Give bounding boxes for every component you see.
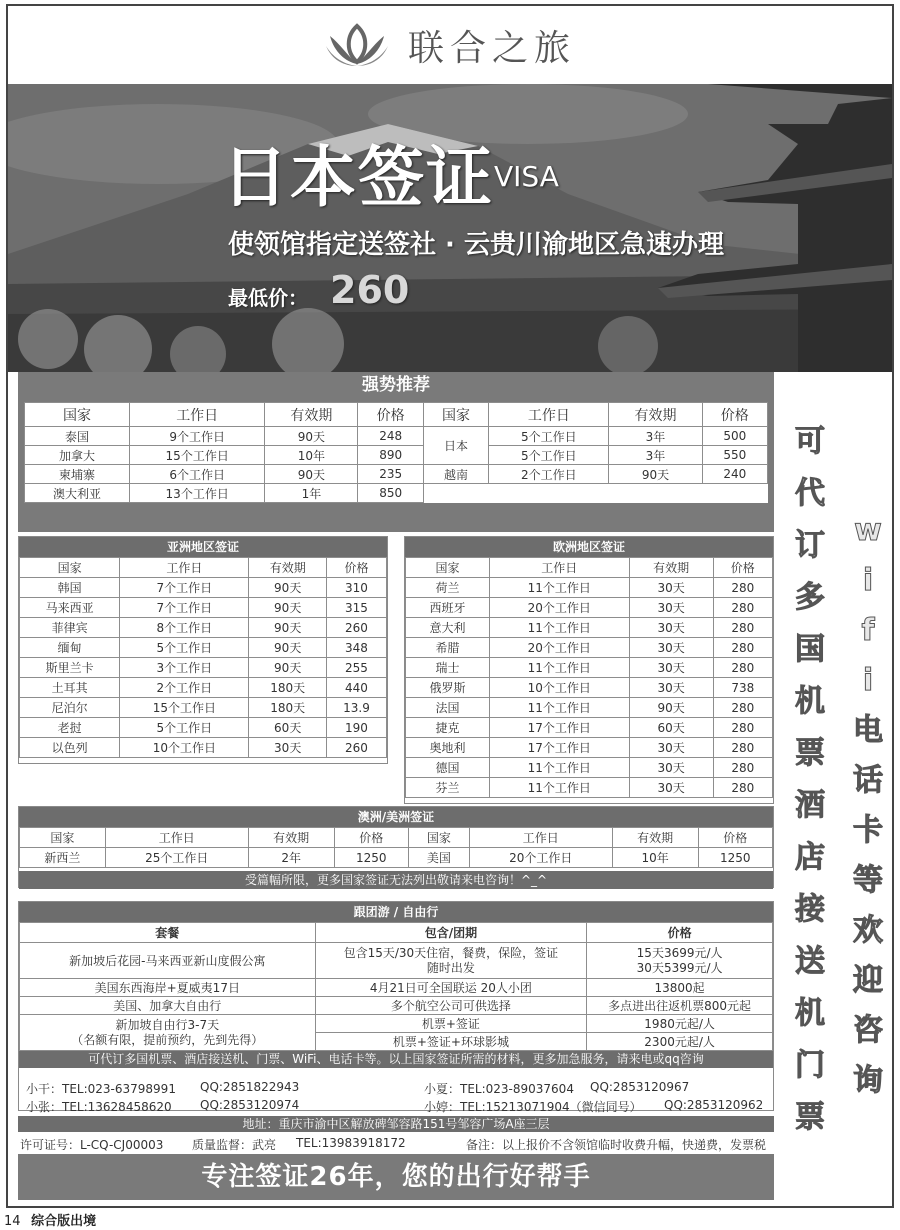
table-row [25, 446, 768, 465]
table-header: 价格 [326, 558, 386, 578]
table-cell: 尼泊尔 [20, 698, 120, 718]
table-cell: 3年 [609, 427, 702, 446]
table-cell: 13个工作日 [130, 484, 265, 503]
table-row [20, 698, 387, 718]
table-row [20, 618, 387, 638]
table-cell: 5个工作日 [120, 718, 249, 738]
table-cell: 11个工作日 [489, 578, 629, 598]
vertical-char: 票 [795, 1100, 825, 1135]
table-header: 价格 [713, 558, 772, 578]
table-header: 价格 [698, 828, 772, 848]
vertical-char: 等 [853, 863, 883, 898]
vertical-char: 电 [853, 713, 883, 748]
hero-banner [8, 84, 892, 372]
table-cell: 法国 [406, 698, 490, 718]
table-cell: 255 [326, 658, 386, 678]
table-row [25, 427, 768, 446]
table-cell: 15个工作日 [130, 446, 265, 465]
hero-title: 日本签证 [222, 139, 494, 216]
table-cell: 180天 [249, 698, 327, 718]
table-cell: 新西兰 [20, 848, 106, 868]
table-cell: 机票+签证+环球影城 [315, 1033, 587, 1051]
table-cell: 20个工作日 [469, 848, 612, 868]
license-line [18, 1134, 774, 1152]
table-cell: 500 [702, 427, 767, 446]
table-cell: 17个工作日 [489, 718, 629, 738]
cell-line: （名额有限，提前预约，先到先得） [71, 1032, 264, 1047]
table-cell: 738 [713, 678, 772, 698]
table-cell: 25个工作日 [105, 848, 248, 868]
table-cell: 加拿大 [25, 446, 130, 465]
contact-1: 小干：TEL:023-63798991 [26, 1082, 176, 1096]
table-cell: 马来西亚 [20, 598, 120, 618]
table-cell: 248 [358, 427, 423, 446]
table-cell: 280 [713, 778, 772, 798]
table-cell: 550 [702, 446, 767, 465]
table-row [25, 484, 768, 503]
table-header: 有效期 [612, 828, 698, 848]
table-cell: 韩国 [20, 578, 120, 598]
asia-title: 亚洲地区签证 [19, 537, 387, 557]
table-cell: 荷兰 [406, 578, 490, 598]
table-cell: 6个工作日 [130, 465, 265, 484]
table-header: 工作日 [130, 403, 265, 427]
table-cell: 9个工作日 [130, 427, 265, 446]
table-row [20, 638, 387, 658]
lotus-logo-icon [324, 22, 390, 68]
table-cell: 90天 [249, 598, 327, 618]
table-cell: 90天 [629, 698, 713, 718]
table-row [20, 678, 387, 698]
table-header: 工作日 [469, 828, 612, 848]
vertical-char: 店 [795, 840, 825, 875]
contact-4-qq: QQ:2853120962 [664, 1098, 764, 1112]
table-cell: 280 [713, 598, 772, 618]
vertical-char: 卡 [853, 813, 883, 848]
vertical-char: 可 [795, 424, 825, 459]
vertical-char: f [861, 613, 875, 648]
table-cell: 德国 [406, 758, 490, 778]
vertical-char: 门 [795, 1048, 825, 1083]
vertical-char: 多 [795, 580, 825, 615]
oceania-america-section [18, 806, 774, 888]
table-cell: 越南 [423, 465, 488, 484]
table-cell: 235 [358, 465, 423, 484]
table-cell: 260 [326, 618, 386, 638]
empty-cell [423, 484, 488, 503]
vertical-char: 机 [795, 996, 825, 1031]
table-header: 有效期 [249, 558, 327, 578]
table-header: 国家 [20, 828, 106, 848]
table-cell: 奥地利 [406, 738, 490, 758]
table-cell: 280 [713, 658, 772, 678]
table-row [20, 738, 387, 758]
table-cell: 11个工作日 [489, 698, 629, 718]
brand-name: 联合之旅 [407, 27, 576, 69]
table-cell: 90天 [249, 618, 327, 638]
contact-3-qq: QQ:2853120974 [200, 1098, 300, 1112]
table-cell: 310 [326, 578, 386, 598]
table-cell: 30天 [629, 758, 713, 778]
vertical-char: 迎 [853, 963, 883, 998]
table-cell: 老挝 [20, 718, 120, 738]
table-row [406, 758, 773, 778]
table-cell: 30天 [629, 658, 713, 678]
table-cell: 多个航空公司可供选择 [315, 997, 587, 1015]
table-cell: 30天 [629, 638, 713, 658]
table-cell: 10个工作日 [489, 678, 629, 698]
table-cell: 20个工作日 [489, 598, 629, 618]
table-cell: 缅甸 [20, 638, 120, 658]
table-cell: 348 [326, 638, 386, 658]
table-cell: 澳大利亚 [25, 484, 130, 503]
vertical-char: 机 [795, 684, 825, 719]
table-cell: 10年 [612, 848, 698, 868]
table-header: 工作日 [120, 558, 249, 578]
quality-supervisor: 质量监督：武亮 [192, 1138, 277, 1152]
table-row [20, 578, 387, 598]
table-row [20, 1015, 773, 1033]
contact-3: 小张：TEL:13628458620 [26, 1100, 172, 1114]
table-cell: 俄罗斯 [406, 678, 490, 698]
table-cell: 日本 [423, 427, 488, 465]
slogan-banner: 专注签证26年，您的出行好帮手 [18, 1154, 774, 1200]
table-row [20, 658, 387, 678]
table-cell: 440 [326, 678, 386, 698]
table-header: 价格 [358, 403, 423, 427]
table-cell: 5个工作日 [489, 427, 609, 446]
asia-table [19, 557, 387, 758]
contact-2-qq: QQ:2853120967 [590, 1080, 690, 1094]
europe-title: 欧洲地区签证 [405, 537, 773, 557]
table-cell: 7个工作日 [120, 598, 249, 618]
contact-2: 小夏：TEL:023-89037604 [424, 1082, 574, 1096]
table-row [406, 578, 773, 598]
table-cell [20, 1015, 316, 1051]
vertical-char: 送 [795, 944, 825, 979]
vertical-char: 咨 [853, 1013, 883, 1048]
table-cell: 西班牙 [406, 598, 490, 618]
vertical-char: 订 [795, 528, 825, 563]
featured-section [18, 372, 774, 532]
table-cell: 3年 [609, 446, 702, 465]
table-cell: 2个工作日 [120, 678, 249, 698]
table-cell: 11个工作日 [489, 778, 629, 798]
vertical-char: 国 [795, 632, 825, 667]
empty-cell [609, 484, 702, 503]
table-cell: 2个工作日 [489, 465, 609, 484]
table-cell: 13.9 [326, 698, 386, 718]
table-cell: 3个工作日 [120, 658, 249, 678]
asia-visa-section [18, 536, 388, 764]
table-cell: 5个工作日 [120, 638, 249, 658]
table-cell: 90天 [249, 658, 327, 678]
table-cell: 850 [358, 484, 423, 503]
table-header: 有效期 [248, 828, 334, 848]
hero-price: 260 [330, 268, 410, 312]
table-cell: 260 [326, 738, 386, 758]
table-cell: 多点进出往返机票800元起 [587, 997, 773, 1015]
table-cell: 90天 [249, 578, 327, 598]
table-cell: 捷克 [406, 718, 490, 738]
cell-line: 30天5399元/人 [636, 960, 723, 975]
table-header: 价格 [334, 828, 408, 848]
empty-cell [702, 484, 767, 503]
table-header: 工作日 [105, 828, 248, 848]
table-cell: 1年 [265, 484, 358, 503]
table-cell: 30天 [629, 618, 713, 638]
table-cell: 美国东西海岸+夏威夷17日 [20, 979, 316, 997]
contact-4: 小婷：TEL:15213071904（微信同号） [424, 1100, 642, 1114]
table-cell: 新加坡后花园-马来西亚新山度假公寓 [20, 943, 316, 979]
table-cell: 美国 [409, 848, 470, 868]
table-cell: 190 [326, 718, 386, 738]
table-cell: 以色列 [20, 738, 120, 758]
table-cell: 1250 [334, 848, 408, 868]
table-header: 有效期 [629, 558, 713, 578]
section-name: 综合版出境 [31, 1214, 97, 1229]
table-cell: 2年 [248, 848, 334, 868]
table-cell [587, 943, 773, 979]
table-cell: 280 [713, 618, 772, 638]
vertical-char: i [862, 663, 874, 698]
table-cell: 90天 [265, 427, 358, 446]
vertical-char: i [862, 563, 874, 598]
table-cell: 280 [713, 758, 772, 778]
cell-line: 15天3699元/人 [636, 945, 723, 960]
table-cell: 280 [713, 718, 772, 738]
europe-table [405, 557, 773, 798]
table-cell: 机票+签证 [315, 1015, 587, 1033]
oceania-table [19, 827, 773, 868]
vertical-char: 接 [795, 892, 825, 927]
table-cell: 1250 [698, 848, 772, 868]
table-cell: 土耳其 [20, 678, 120, 698]
empty-cell [489, 484, 609, 503]
table-cell: 4月21日可全国联运 20人小团 [315, 979, 587, 997]
table-cell: 7个工作日 [120, 578, 249, 598]
vertical-char: 代 [795, 476, 825, 511]
table-header: 有效期 [265, 403, 358, 427]
table-cell: 10个工作日 [120, 738, 249, 758]
table-header: 工作日 [489, 558, 629, 578]
table-cell: 13800起 [587, 979, 773, 997]
table-cell: 90天 [265, 465, 358, 484]
table-row [406, 618, 773, 638]
table-header: 国家 [406, 558, 490, 578]
table-header: 价格 [702, 403, 767, 427]
table-header: 工作日 [489, 403, 609, 427]
table-row [406, 718, 773, 738]
table-cell: 60天 [249, 718, 327, 738]
table-header: 国家 [409, 828, 470, 848]
table-row [25, 465, 768, 484]
table-header: 国家 [25, 403, 130, 427]
contact-1-qq: QQ:2851822943 [200, 1080, 300, 1094]
table-cell: 斯里兰卡 [20, 658, 120, 678]
table-cell: 希腊 [406, 638, 490, 658]
vertical-char: 欢 [853, 913, 883, 948]
table-cell: 890 [358, 446, 423, 465]
table-cell: 11个工作日 [489, 658, 629, 678]
table-cell: 280 [713, 738, 772, 758]
vertical-char: 酒 [795, 788, 825, 823]
vertical-char: 询 [853, 1063, 883, 1098]
table-cell: 30天 [629, 598, 713, 618]
permit-number: 许可证号：L-CQ-CJ00003 [20, 1138, 164, 1152]
table-cell: 280 [713, 578, 772, 598]
table-row [20, 979, 773, 997]
hero-subtitle: 使领馆指定送签社 · 云贵川渝地区急速办理 [228, 230, 724, 260]
table-cell: 美国、加拿大自由行 [20, 997, 316, 1015]
tour-title: 跟团游 / 自由行 [19, 902, 773, 922]
table-header: 套餐 [20, 923, 316, 943]
address-bar: 地址：重庆市渝中区解放碑邹容路151号邹容广场A座三层 [18, 1116, 774, 1132]
more-countries-note: 受篇幅所限，更多国家签证无法列出敬请来电咨询！^_^ [19, 871, 773, 889]
brand-header [8, 6, 892, 84]
table-cell: 180天 [249, 678, 327, 698]
hero-visa-label: VISA [494, 160, 559, 193]
page-number: 14 [4, 1214, 21, 1229]
table-cell: 11个工作日 [489, 758, 629, 778]
europe-visa-section [404, 536, 774, 804]
table-cell: 1980元起/人 [587, 1015, 773, 1033]
cell-line: 包含15天/30天住宿，餐费，保险，签证 [343, 945, 559, 960]
vertical-char: w [854, 513, 882, 548]
vertical-char: 票 [795, 736, 825, 771]
table-cell: 30天 [629, 778, 713, 798]
services-note: 可代订多国机票、酒店接送机、门票、WiFi、电话卡等。以上国家签证所需的材料，更多加急服务，请来电或qq咨询 [19, 1051, 773, 1068]
page-frame [6, 4, 894, 1208]
tour-table [19, 922, 773, 1051]
table-cell: 8个工作日 [120, 618, 249, 638]
table-cell: 280 [713, 638, 772, 658]
page-footer [4, 1210, 96, 1229]
price-remark: 备注：以上报价不含领馆临时收费升幅，快递费，发票税 [466, 1138, 767, 1152]
table-cell [315, 943, 587, 979]
table-cell: 芬兰 [406, 778, 490, 798]
vertical-services-text [788, 416, 832, 1144]
table-row [20, 848, 773, 868]
table-header: 价格 [587, 923, 773, 943]
table-cell: 30天 [629, 738, 713, 758]
table-row [406, 698, 773, 718]
table-cell: 30天 [629, 678, 713, 698]
table-row [20, 997, 773, 1015]
table-cell: 瑞士 [406, 658, 490, 678]
featured-table [24, 402, 768, 503]
hero-price-label: 最低价： [228, 286, 308, 310]
table-header: 国家 [20, 558, 120, 578]
table-header: 有效期 [609, 403, 702, 427]
table-cell: 30天 [249, 738, 327, 758]
table-cell: 90天 [249, 638, 327, 658]
table-cell: 240 [702, 465, 767, 484]
table-cell: 20个工作日 [489, 638, 629, 658]
table-row [20, 598, 387, 618]
table-cell: 柬埔寨 [25, 465, 130, 484]
table-header: 国家 [423, 403, 488, 427]
cell-line: 新加坡自由行3-7天 [115, 1017, 220, 1032]
vertical-wifi-text [846, 506, 890, 1106]
table-cell: 2300元起/人 [587, 1033, 773, 1051]
table-row [20, 943, 773, 979]
table-row [406, 778, 773, 798]
table-cell: 菲律宾 [20, 618, 120, 638]
cell-line: 随时出发 [426, 960, 475, 975]
table-row [406, 678, 773, 698]
table-cell: 30天 [629, 578, 713, 598]
table-header: 包含/团期 [315, 923, 587, 943]
table-cell: 15个工作日 [120, 698, 249, 718]
table-cell: 5个工作日 [489, 446, 609, 465]
table-row [406, 598, 773, 618]
table-row [20, 718, 387, 738]
table-cell: 10年 [265, 446, 358, 465]
table-cell: 90天 [609, 465, 702, 484]
oceania-title: 澳洲/美洲签证 [19, 807, 773, 827]
supervisor-tel: TEL:13983918172 [296, 1136, 406, 1150]
table-cell: 11个工作日 [489, 618, 629, 638]
vertical-char: 话 [853, 763, 883, 798]
table-cell: 意大利 [406, 618, 490, 638]
table-row [406, 658, 773, 678]
featured-title: 强势推荐 [18, 372, 774, 398]
table-cell: 泰国 [25, 427, 130, 446]
table-cell: 280 [713, 698, 772, 718]
table-cell: 315 [326, 598, 386, 618]
table-row [406, 638, 773, 658]
table-cell: 17个工作日 [489, 738, 629, 758]
table-cell: 60天 [629, 718, 713, 738]
table-row [406, 738, 773, 758]
